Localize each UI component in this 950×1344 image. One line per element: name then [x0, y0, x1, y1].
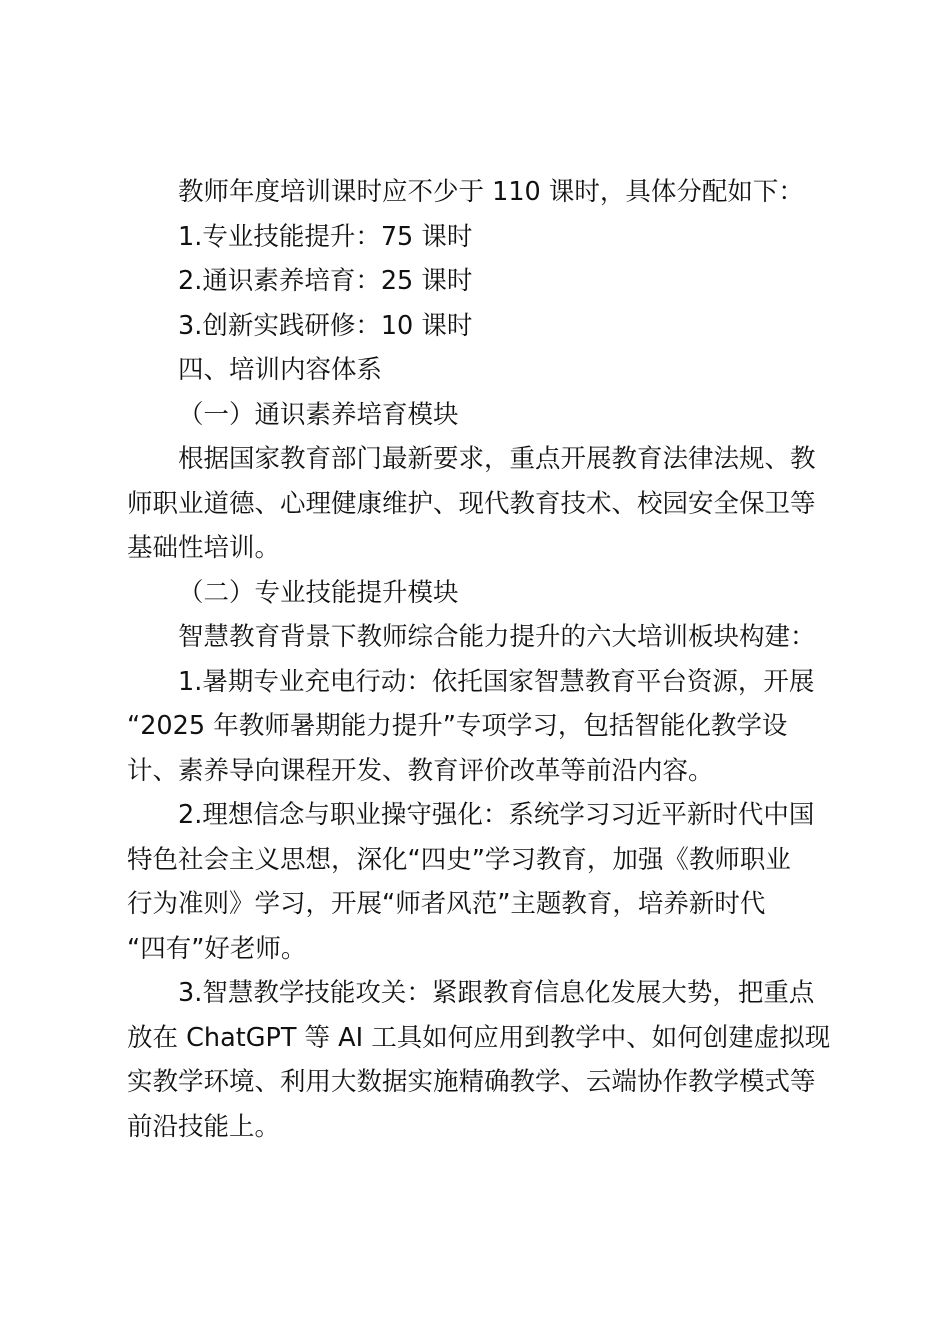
text-line: 1.专业技能提升：75 课时	[178, 221, 473, 252]
section-heading: 四、培训内容体系	[178, 355, 383, 385]
subsection-heading: （一）通识素养培育模块	[178, 399, 459, 430]
text-line: 特色社会主义思想，深化“四史”学习教育，加强《教师职业	[127, 844, 791, 875]
text-line: 2.通识素养培育：25 课时	[178, 266, 473, 296]
text-line: 3.创新实践研修：10 课时	[178, 310, 473, 341]
text-line: 3.智慧教学技能攻关：紧跟教育信息化发展大势，把重点	[178, 978, 815, 1008]
text-line: 行为准则》学习，开展“师者风范”主题教育，培养新时代	[127, 889, 766, 919]
text-line: 基础性培训。	[127, 533, 281, 563]
text-line: 计、素养导向课程开发、教育评价改革等前沿内容。	[127, 755, 714, 786]
text-line: 根据国家教育部门最新要求，重点开展教育法律法规、教	[178, 444, 816, 474]
text-line: “2025 年教师暑期能力提升”专项学习，包括智能化教学设	[127, 711, 788, 741]
document-body	[127, 170, 833, 1149]
text-line: 智慧教育背景下教师综合能力提升的六大培训板块构建：	[178, 622, 816, 652]
text-line: 教师年度培训课时应不少于 110 课时，具体分配如下：	[178, 177, 804, 207]
text-line: 1.暑期专业充电行动：依托国家智慧教育平台资源，开展	[178, 666, 815, 697]
text-line: “四有”好老师。	[127, 933, 307, 964]
subsection-heading: （二）专业技能提升模块	[178, 577, 459, 608]
text-line: 师职业道德、心理健康维护、现代教育技术、校园安全保卫等	[127, 488, 816, 519]
text-line: 2.理想信念与职业操守强化：系统学习习近平新时代中国	[178, 800, 815, 830]
text-line: 实教学环境、利用大数据实施精确教学、云端协作教学模式等	[127, 1067, 816, 1097]
text-line: 放在 ChatGPT 等 AI 工具如何应用到教学中、如何创建虚拟现	[127, 1022, 831, 1053]
text-line: 前沿技能上。	[127, 1111, 281, 1142]
